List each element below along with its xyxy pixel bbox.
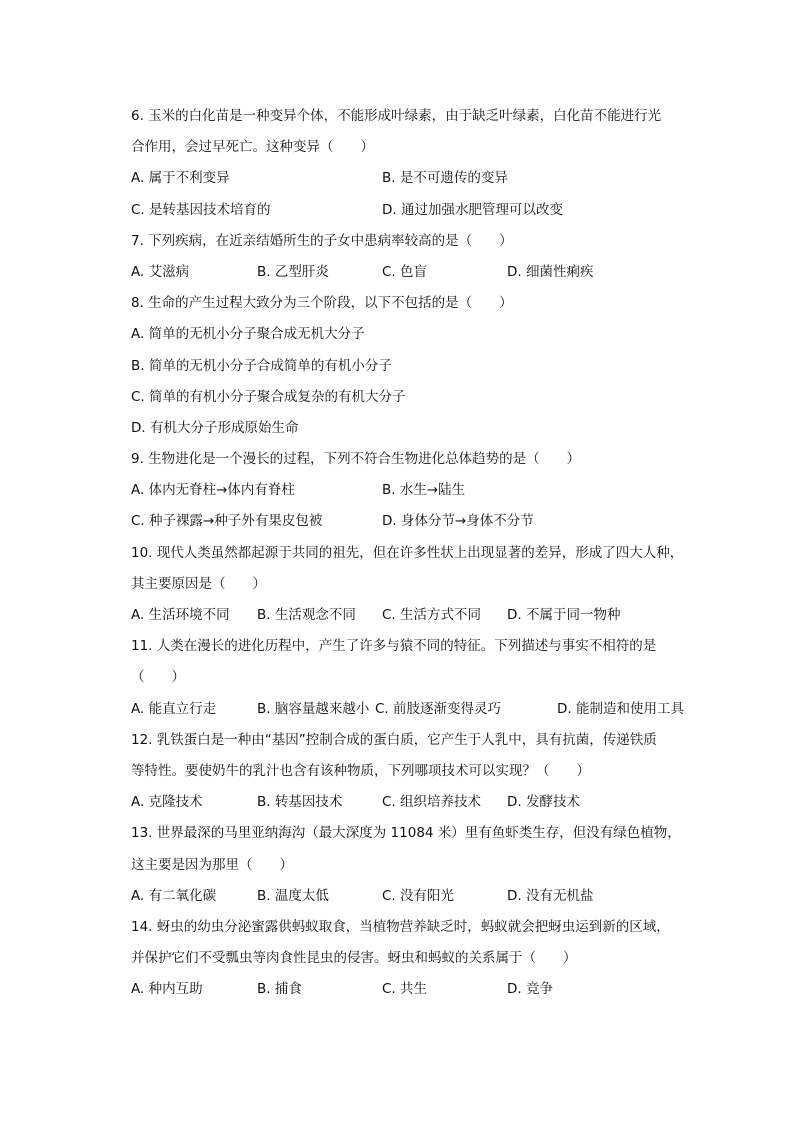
question-6-option-a: A. 属于不利变异 [131,170,230,187]
question-13-option-b: B. 温度太低 [257,887,329,904]
question-9-options-row-1 [131,475,671,506]
question-list [131,101,684,1005]
question-11-option-b: B. 脑容量越来越小 [257,700,370,717]
question-11-line-1: 11. 人类在漫长的进化历程中，产生了许多与猿不同的特征。下列描述与事实不相符的是 [131,638,657,655]
question-7-option-b: B. 乙型肝炎 [257,263,329,280]
question-14-option-b: B. 捕食 [257,981,302,998]
question-12-options [131,787,671,818]
question-13-option-a: A. 有二氧化碳 [131,887,217,904]
question-9-options-row-2 [131,506,671,537]
question-14-option-d: D. 竞争 [507,981,553,998]
question-13-option-c: C. 没有阳光 [382,887,455,904]
question-14-option-a: A. 种内互助 [131,981,203,998]
question-10-option-c: C. 生活方式不同 [382,607,482,623]
question-14-line-2: 并保护它们不受瓢虫等肉食性昆虫的侵害。蚜虫和蚂蚁的关系属于（ ） [131,950,577,967]
question-11-option-c: C. 前肢逐渐变得灵巧 [375,700,502,717]
question-7-option-c: C. 色盲 [382,263,428,280]
question-9-line-1: 9. 生物进化是一个漫长的过程，下列不符合生物进化总体趋势的是（ ） [131,451,581,468]
question-6-option-c: C. 是转基因技术培育的 [131,201,271,218]
question-14-option-c: C. 共生 [382,981,428,998]
question-12-line-2: 等特性。要使奶牛的乳汁也含有该种物质，下列哪项技术可以实现？（ ） [131,762,590,779]
question-10-option-d: D. 不属于同一物种 [507,607,621,623]
question-8-option-c: C. 简单的有机小分子聚合成复杂的有机大分子 [131,388,406,405]
question-11-line-2: （ ） [131,669,185,686]
question-7-option-d: D. 细菌性痢疾 [507,263,594,280]
question-6-line-2: 合作用，会过早死亡。这种变异（ ） [131,139,374,156]
question-7-options [131,257,671,288]
question-8-line-1: 8. 生命的产生过程大致分为三个阶段，以下不包括的是（ ） [131,295,513,312]
question-10-line-1: 10. 现代人类虽然都起源于共同的祖先，但在许多性状上出现显著的差异，形成了四大人种， [131,544,684,561]
question-12-option-a: A. 克隆技术 [131,794,203,811]
question-8-option-a: A. 简单的无机小分子聚合成无机大分子 [131,326,365,343]
question-9-option-a: A. 体内无脊柱→体内有脊柱 [131,482,295,499]
question-8-option-d: D. 有机大分子形成原始生命 [131,419,299,436]
question-6-line-1: 6. 玉米的白化苗是一种变异个体，不能形成叶绿素，由于缺乏叶绿素，白化苗不能进行光 [131,108,662,124]
question-6-option-d: D. 通过加强水肥管理可以改变 [382,201,563,218]
question-6-option-b: B. 是不可遗传的变异 [382,170,508,187]
question-10-option-a: A. 生活环境不同 [131,607,230,623]
question-11-option-d: D. 能制造和使用工具 [557,700,684,717]
question-13-option-d: D. 没有无机盐 [507,887,594,904]
question-6-options-row-2 [131,195,671,226]
question-7-option-a: A. 艾滋病 [131,263,190,280]
question-12-option-c: C. 组织培养技术 [382,794,482,811]
question-14-line-1: 14. 蚜虫的幼虫分泌蜜露供蚂蚁取食，当植物营养缺乏时，蚂蚁就会把蚜虫运到新的区域， [131,918,670,935]
question-13-line-1: 13. 世界最深的马里亚纳海沟（最大深度为 11084 米）里有鱼虾类生存，但没有绿色植物， [131,825,681,842]
question-12-option-b: B. 转基因技术 [257,794,343,811]
question-10-options [131,600,671,631]
question-11-options [131,694,684,725]
question-10-line-2: 其主要原因是（ ） [131,575,266,592]
question-9-option-c: C. 种子裸露→种子外有果皮包被 [131,513,323,530]
question-9-option-b: B. 水生→陆生 [382,482,466,499]
question-8-option-b: B. 简单的无机小分子合成简单的有机小分子 [131,357,392,374]
question-9-option-d: D. 身体分节→身体不分节 [382,513,534,530]
question-14-options [131,974,671,1005]
question-10-option-b: B. 生活观念不同 [257,607,356,623]
question-12-line-1: 12. 乳铁蛋白是一种由“基因”控制合成的蛋白质，它产生于人乳中，具有抗菌，传递铁质 [131,731,657,748]
question-7-line-1: 7. 下列疾病，在近亲结婚所生的子女中患病率较高的是（ ） [131,232,513,249]
question-12-option-d: D. 发酵技术 [507,794,580,811]
question-13-line-2: 这主要是因为那里（ ） [131,856,293,873]
question-11-option-a: A. 能直立行走 [131,700,217,717]
question-6-options-row-1 [131,163,671,194]
question-13-options [131,881,671,912]
